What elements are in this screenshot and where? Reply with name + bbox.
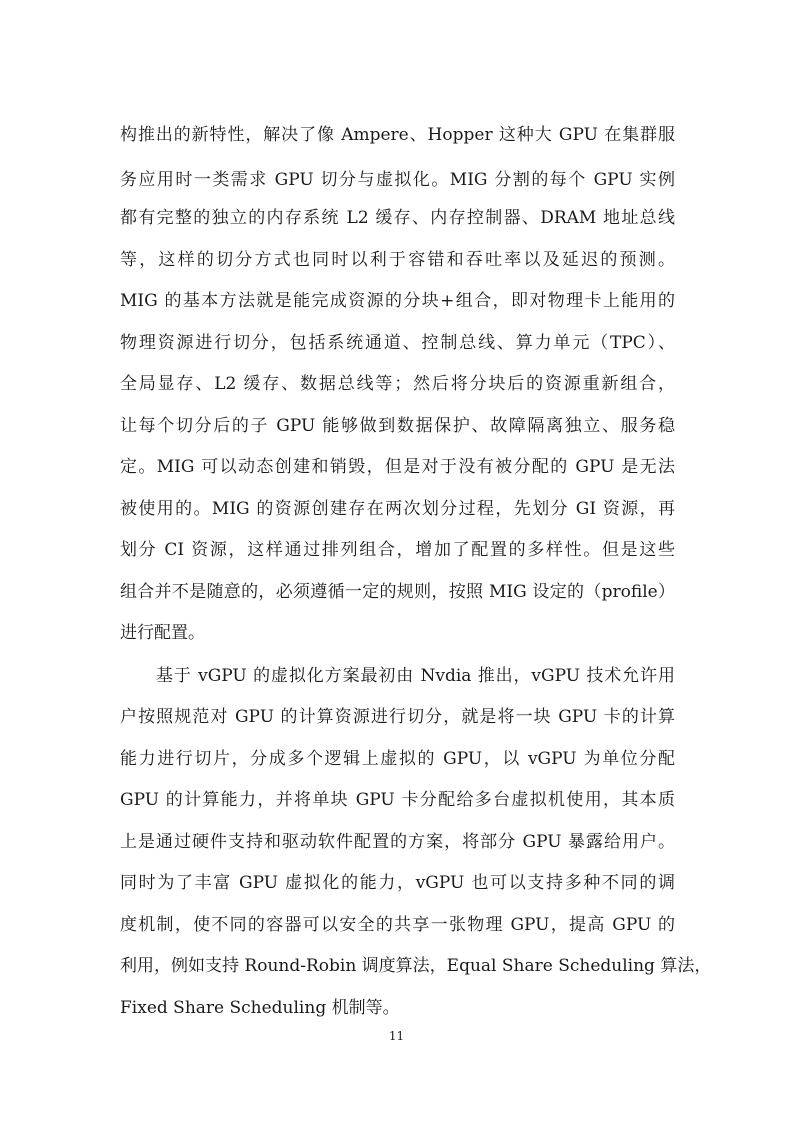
page-number: 11	[388, 1029, 405, 1043]
text-line: 物理资源进行切分，包括系统通道、控制总线、算力单元（TPC）、	[120, 333, 675, 353]
text-line: 户按照规范对 GPU 的计算资源进行切分，就是将一块 GPU 卡的计算	[120, 707, 675, 727]
text-line: 让每个切分后的子 GPU 能够做到数据保护、故障隔离独立、服务稳	[120, 416, 675, 436]
text-line: 被使用的。MIG 的资源创建存在两次划分过程，先划分 GI 资源，再	[120, 499, 675, 519]
text-line: 构推出的新特性，解决了像 Ampere、Hopper 这种大 GPU 在集群服	[120, 125, 675, 145]
text-line: 上是通过硬件支持和驱动软件配置的方案，将部分 GPU 暴露给用户。	[120, 832, 675, 852]
text-line: Fixed Share Scheduling 机制等。	[120, 998, 400, 1018]
text-line: 定。MIG 可以动态创建和销毁，但是对于没有被分配的 GPU 是无法	[120, 457, 675, 477]
text-line: 组合并不是随意的，必须遵循一定的规则，按照 MIG 设定的（profile）	[120, 582, 675, 602]
text-line: 同时为了丰富 GPU 虚拟化的能力，vGPU 也可以支持多种不同的调	[120, 873, 675, 893]
text-line: 等，这样的切分方式也同时以利于容错和吞吐率以及延迟的预测。	[120, 250, 675, 270]
text-line: MIG 的基本方法就是能完成资源的分块+组合，即对物理卡上能用的	[120, 291, 675, 311]
text-line: 能力进行切片，分成多个逻辑上虚拟的 GPU，以 vGPU 为单位分配	[120, 749, 675, 769]
text-line: 都有完整的独立的内存系统 L2 缓存、内存控制器、DRAM 地址总线	[120, 208, 675, 228]
text-line: 全局显存、L2 缓存、数据总线等；然后将分块后的资源重新组合，	[120, 374, 675, 394]
text-line: 利用，例如支持 Round-Robin 调度算法，Equal Share Scheduling 算法，	[120, 956, 712, 976]
text-line: 进行配置。	[120, 623, 205, 643]
text-line: GPU 的计算能力，并将单块 GPU 卡分配给多台虚拟机使用，其本质	[120, 790, 675, 810]
text-line: 基于 vGPU 的虚拟化方案最初由 Nvdia 推出，vGPU 技术允许用	[156, 666, 675, 686]
text-line: 度机制，使不同的容器可以安全的共享一张物理 GPU，提高 GPU 的	[120, 915, 675, 935]
text-line: 务应用时一类需求 GPU 切分与虚拟化。MIG 分割的每个 GPU 实例	[120, 170, 675, 190]
text-line: 划分 CI 资源，这样通过排列组合，增加了配置的多样性。但是这些	[120, 540, 675, 560]
